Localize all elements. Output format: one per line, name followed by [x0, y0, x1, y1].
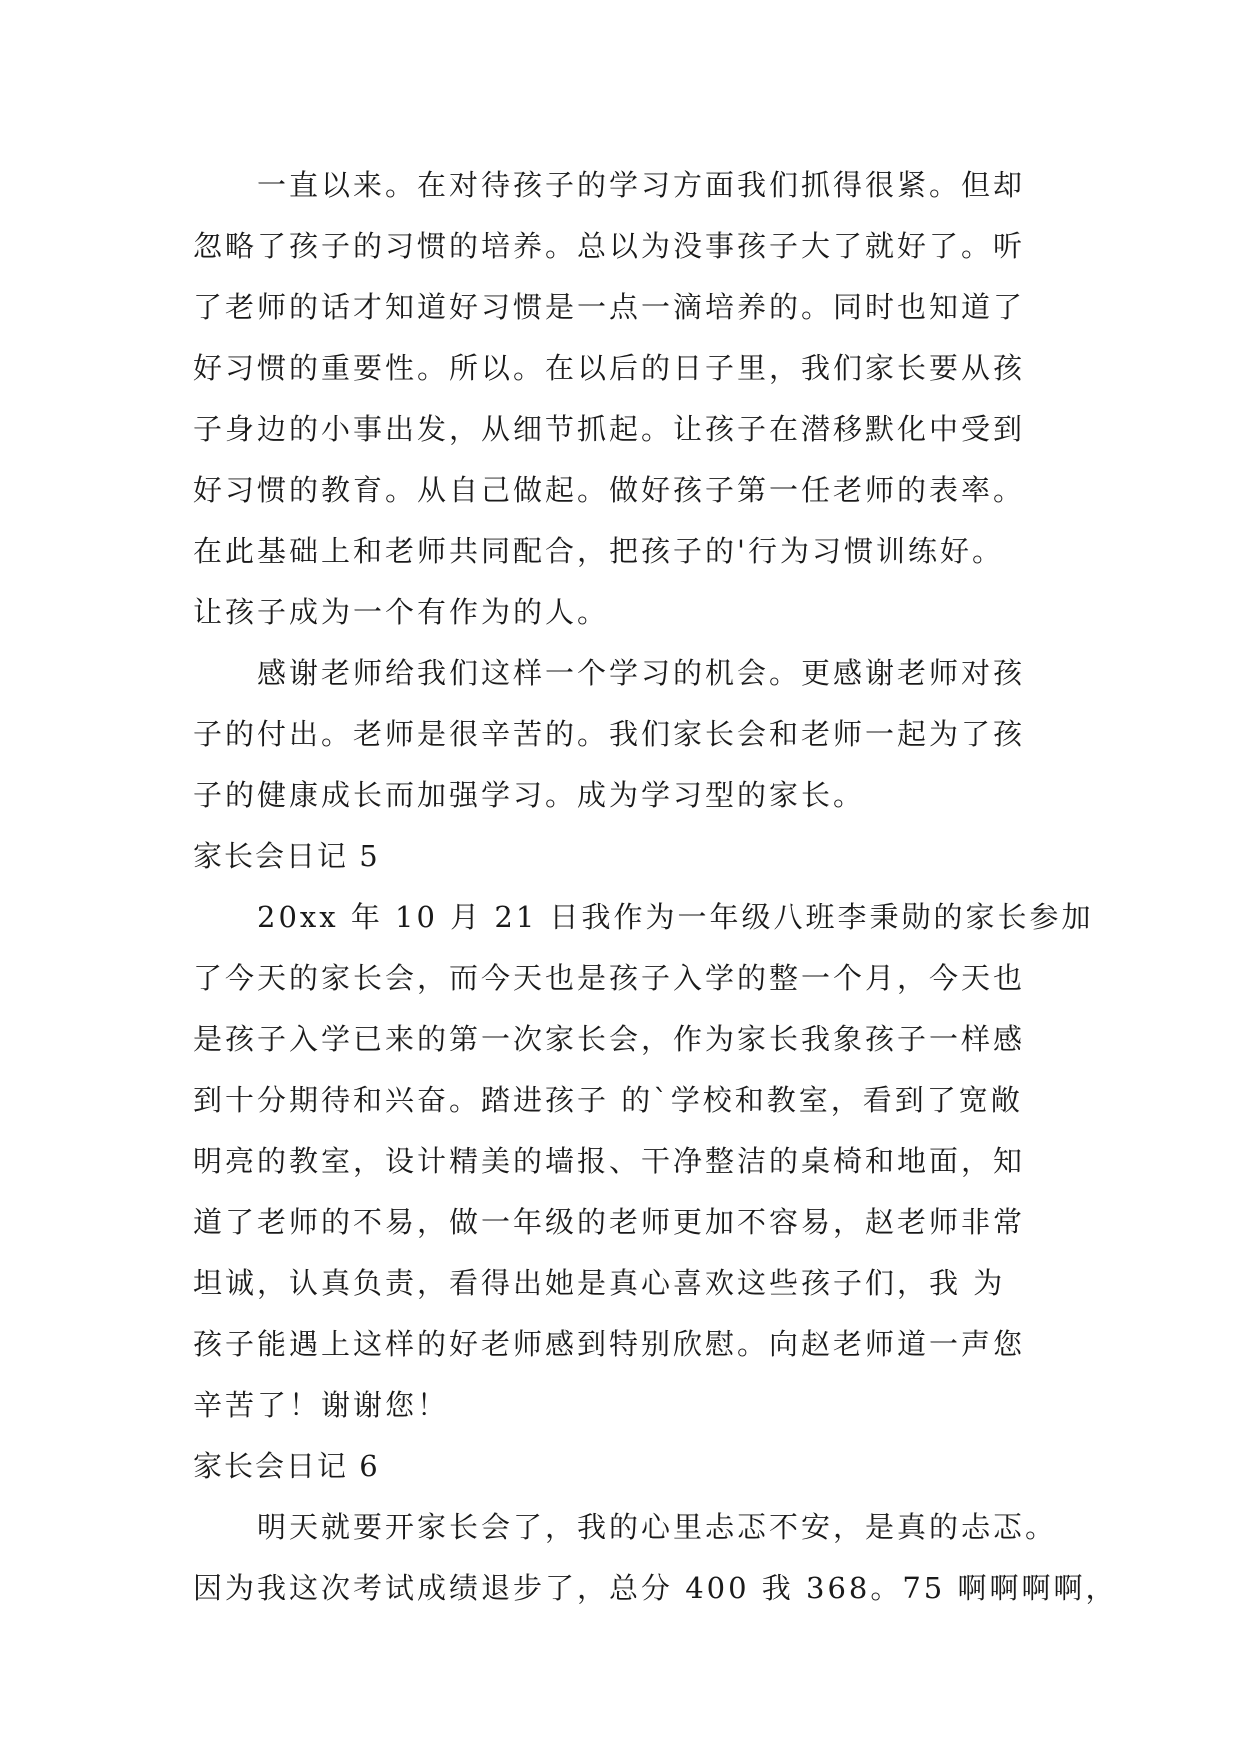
text-line: 孩子能遇上这样的好老师感到特别欣慰。向赵老师道一声您: [193, 1327, 1026, 1361]
text-line: 在此基础上和老师共同配合，把孩子的'行为习惯训练好。: [193, 534, 1004, 568]
text-line: 道了老师的不易，做一年级的老师更加不容易，赵老师非常: [193, 1205, 1026, 1239]
text-line: 了老师的话才知道好习惯是一点一滴培养的。同时也知道了: [193, 290, 1026, 324]
text-line: 子的健康成长而加强学习。成为学习型的家长。: [193, 778, 866, 812]
text-line: 好习惯的教育。从自己做起。做好孩子第一任老师的表率。: [193, 473, 1026, 507]
text-line: 是孩子入学已来的第一次家长会，作为家长我象孩子一样感: [193, 1022, 1026, 1056]
text-line: 让孩子成为一个有作为的人。: [193, 595, 610, 629]
text-line: 感谢老师给我们这样一个学习的机会。更感谢老师对孩: [257, 656, 1026, 690]
text-line: 子的付出。老师是很辛苦的。我们家长会和老师一起为了孩: [193, 717, 1026, 751]
text-line: 好习惯的重要性。所以。在以后的日子里，我们家长要从孩: [193, 351, 1026, 385]
text-line: 明天就要开家长会了，我的心里忐忑不安，是真的忐忑。: [257, 1510, 1058, 1544]
section-heading: 家长会日记 5: [193, 839, 380, 873]
text-line: 因为我这次考试成绩退步了，总分 400 我 368。75 啊啊啊啊，: [193, 1571, 1118, 1605]
text-line: 坦诚，认真负责，看得出她是真心喜欢这些孩子们，我 为: [193, 1266, 1006, 1300]
text-line: 一直以来。在对待孩子的学习方面我们抓得很紧。但却: [257, 168, 1026, 202]
text-line: 明亮的教室，设计精美的墙报、干净整洁的桌椅和地面，知: [193, 1144, 1026, 1178]
paragraph: [193, 643, 1063, 826]
text-line: 子身边的小事出发，从细节抓起。让孩子在潜移默化中受到: [193, 412, 1026, 446]
paragraph: [193, 155, 1063, 643]
paragraph: [193, 887, 1094, 1436]
section-heading: 家长会日记 6: [193, 1449, 380, 1483]
paragraph: [193, 1497, 1118, 1619]
text-line: 忽略了孩子的习惯的培养。总以为没事孩子大了就好了。听: [193, 229, 1026, 263]
text-line: 辛苦了！谢谢您！: [193, 1388, 450, 1422]
text-line: 到十分期待和兴奋。踏进孩子 的`学校和教室，看到了宽敞: [193, 1083, 1023, 1117]
text-line: 20xx 年 10 月 21 日我作为一年级八班李秉勋的家长参加: [257, 900, 1094, 934]
text-line: 了今天的家长会，而今天也是孩子入学的整一个月，今天也: [193, 961, 1026, 995]
document-body: [193, 155, 1118, 1619]
